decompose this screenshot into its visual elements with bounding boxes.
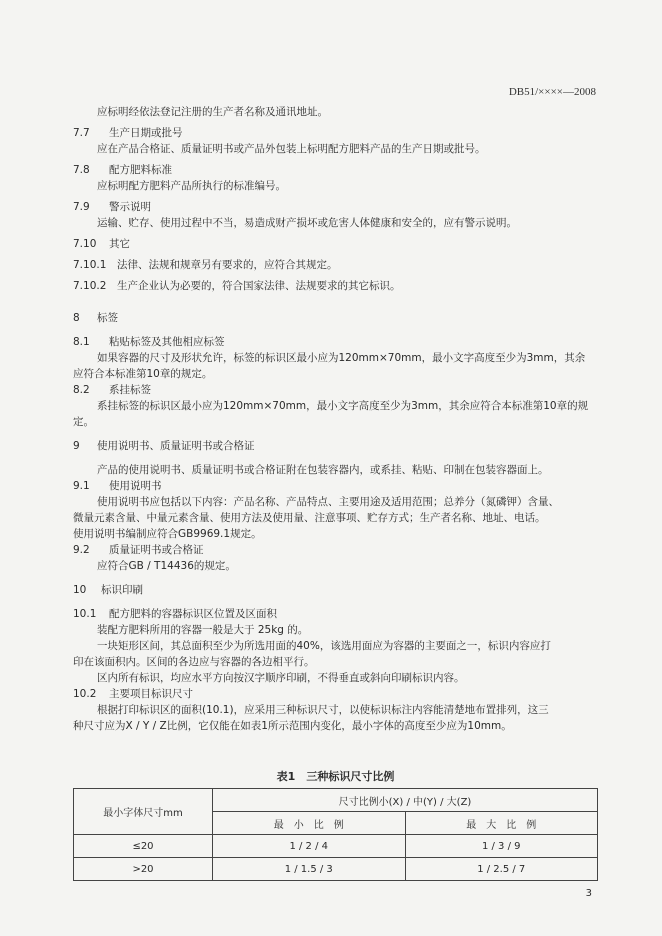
section-7-7-heading	[73, 125, 599, 141]
table-cell-max: 1 / 2.5 / 7	[405, 858, 598, 881]
table-cell-max: 1 / 3 / 9	[405, 835, 598, 858]
body-text	[73, 104, 599, 734]
paragraph: 应在产品合格证、质量证明书或产品外包装上标明配方肥料产品的生产日期或批号。	[97, 143, 486, 155]
paragraph: 一块矩形区间，其总面积至少为所选用面的40%，该选用面应为容器的主要面之一，标识内容应打	[97, 640, 551, 652]
paragraph: 应标明配方肥料产品所执行的标准编号。	[97, 180, 286, 192]
table-group-header: 尺寸比例小(X) / 中(Y) / 大(Z)	[213, 789, 598, 812]
section-9-heading	[73, 438, 599, 454]
paragraph: 如果容器的尺寸及形状允许，标签的标识区最小应为120mm×70mm，最小文字高度至少为3mm，其余	[97, 352, 586, 364]
table-cell-min: 1 / 1.5 / 3	[213, 858, 406, 881]
paragraph: 根据打印标识区的面积(10.1)，应采用三种标识尺寸，以使标识标注内容能清楚地布置排列，这三	[97, 704, 549, 716]
section-title: 标签	[97, 312, 118, 324]
section-7-10-1	[73, 257, 599, 273]
paragraph-continuation: 使用说明书编制应符合GB9969.1规定。	[73, 528, 262, 540]
table-row-header: 最小字体尺寸mm	[74, 789, 213, 835]
section-title: 系挂标签	[109, 384, 151, 396]
section-9-1-heading	[73, 478, 599, 494]
table-row	[74, 835, 598, 858]
section-number: 7.10	[73, 238, 97, 250]
section-number: 10	[73, 584, 87, 596]
section-number: 9.2	[73, 544, 90, 556]
section-title: 配方肥料标准	[109, 164, 172, 176]
ratio-table-section	[73, 768, 598, 881]
section-number: 9	[73, 440, 80, 452]
table-row	[74, 858, 598, 881]
section-title: 警示说明	[109, 201, 151, 213]
standard-code: DB51/××××—2008	[508, 86, 596, 98]
section-10-heading	[73, 582, 599, 598]
section-number: 8	[73, 312, 80, 324]
table-cell-size: >20	[74, 858, 213, 881]
section-title: 使用说明书	[109, 480, 162, 492]
section-number: 7.7	[73, 127, 90, 139]
ratio-table	[73, 788, 598, 881]
paragraph: 运输、贮存、使用过程中不当，易造成财产损坏或危害人体健康和安全的，应有警示说明。	[97, 217, 517, 229]
section-title: 粘贴标签及其他相应标签	[109, 336, 225, 348]
section-number: 8.1	[73, 336, 90, 348]
section-title: 生产日期或批号	[109, 127, 183, 139]
paragraph: 产品的使用说明书、质量证明书或合格证附在包装容器内，或系挂、粘贴、印制在包装容器面上。	[97, 464, 549, 476]
paragraph: 应标明经依法登记注册的生产者名称及通讯地址。	[97, 106, 328, 118]
table-cell-min: 1 / 2 / 4	[213, 835, 406, 858]
section-7-9-heading	[73, 199, 599, 215]
section-7-10-heading	[73, 236, 599, 252]
section-8-heading	[73, 310, 599, 326]
paragraph: 装配方肥料所用的容器一般是大于 25kg 的。	[97, 624, 309, 636]
section-number: 9.1	[73, 480, 90, 492]
section-number: 8.2	[73, 384, 90, 396]
section-text: 生产企业认为必要的，符合国家法律、法规要求的其它标识。	[117, 280, 401, 292]
section-10-1-heading	[73, 606, 599, 622]
paragraph: 应符合GB / T14436的规定。	[97, 560, 236, 572]
table-col-max: 最 大 比 例	[405, 812, 598, 835]
paragraph: 使用说明书应包括以下内容：产品名称、产品特点、主要用途及适用范围；总养分（氮磷钾）含量、	[97, 496, 559, 508]
section-title: 标识印刷	[101, 584, 143, 596]
section-number: 7.10.2	[73, 280, 107, 292]
section-number: 10.2	[73, 688, 97, 700]
page-number: 3	[585, 888, 592, 899]
paragraph-continuation: 应符合本标准第10章的规定。	[73, 368, 213, 380]
section-title: 使用说明书、质量证明书或合格证	[97, 440, 255, 452]
section-number: 7.10.1	[73, 259, 107, 271]
section-7-8-heading	[73, 162, 599, 178]
table-col-min: 最 小 比 例	[213, 812, 406, 835]
table-caption: 表1 三种标识尺寸比例	[276, 770, 395, 783]
section-number: 7.9	[73, 201, 90, 213]
table-cell-size: ≤20	[74, 835, 213, 858]
section-8-1-heading	[73, 334, 599, 350]
paragraph-continuation: 印在该面积内。区间的各边应与容器的各边相平行。	[73, 656, 315, 668]
section-10-2-heading	[73, 686, 599, 702]
section-title: 配方肥料的容器标识区位置及区面积	[109, 608, 277, 620]
section-number: 7.8	[73, 164, 90, 176]
section-title: 质量证明书或合格证	[109, 544, 204, 556]
paragraph-continuation: 微量元素含量、中量元素含量、使用方法及使用量、注意事项、贮存方式；生产者名称、地址、电话。	[73, 512, 546, 524]
section-title: 其它	[109, 238, 130, 250]
section-8-2-heading	[73, 382, 599, 398]
paragraph-continuation: 定。	[73, 416, 94, 428]
section-text: 法律、法规和规章另有要求的，应符合其规定。	[117, 259, 338, 271]
section-title: 主要项目标识尺寸	[109, 688, 193, 700]
paragraph-continuation: 种尺寸应为X / Y / Z比例，它仅能在如表1所示范围内变化，最小字体的高度至少应为10mm。	[73, 720, 512, 732]
paragraph: 区内所有标识，均应水平方向按汉字顺序印刷，不得垂直或斜向印刷标识内容。	[97, 672, 465, 684]
section-number: 10.1	[73, 608, 97, 620]
section-9-2-heading	[73, 542, 599, 558]
paragraph: 系挂标签的标识区最小应为120mm×70mm，最小文字高度至少为3mm，其余应符合本标准第10章的规	[97, 400, 589, 412]
section-7-10-2	[73, 278, 599, 294]
